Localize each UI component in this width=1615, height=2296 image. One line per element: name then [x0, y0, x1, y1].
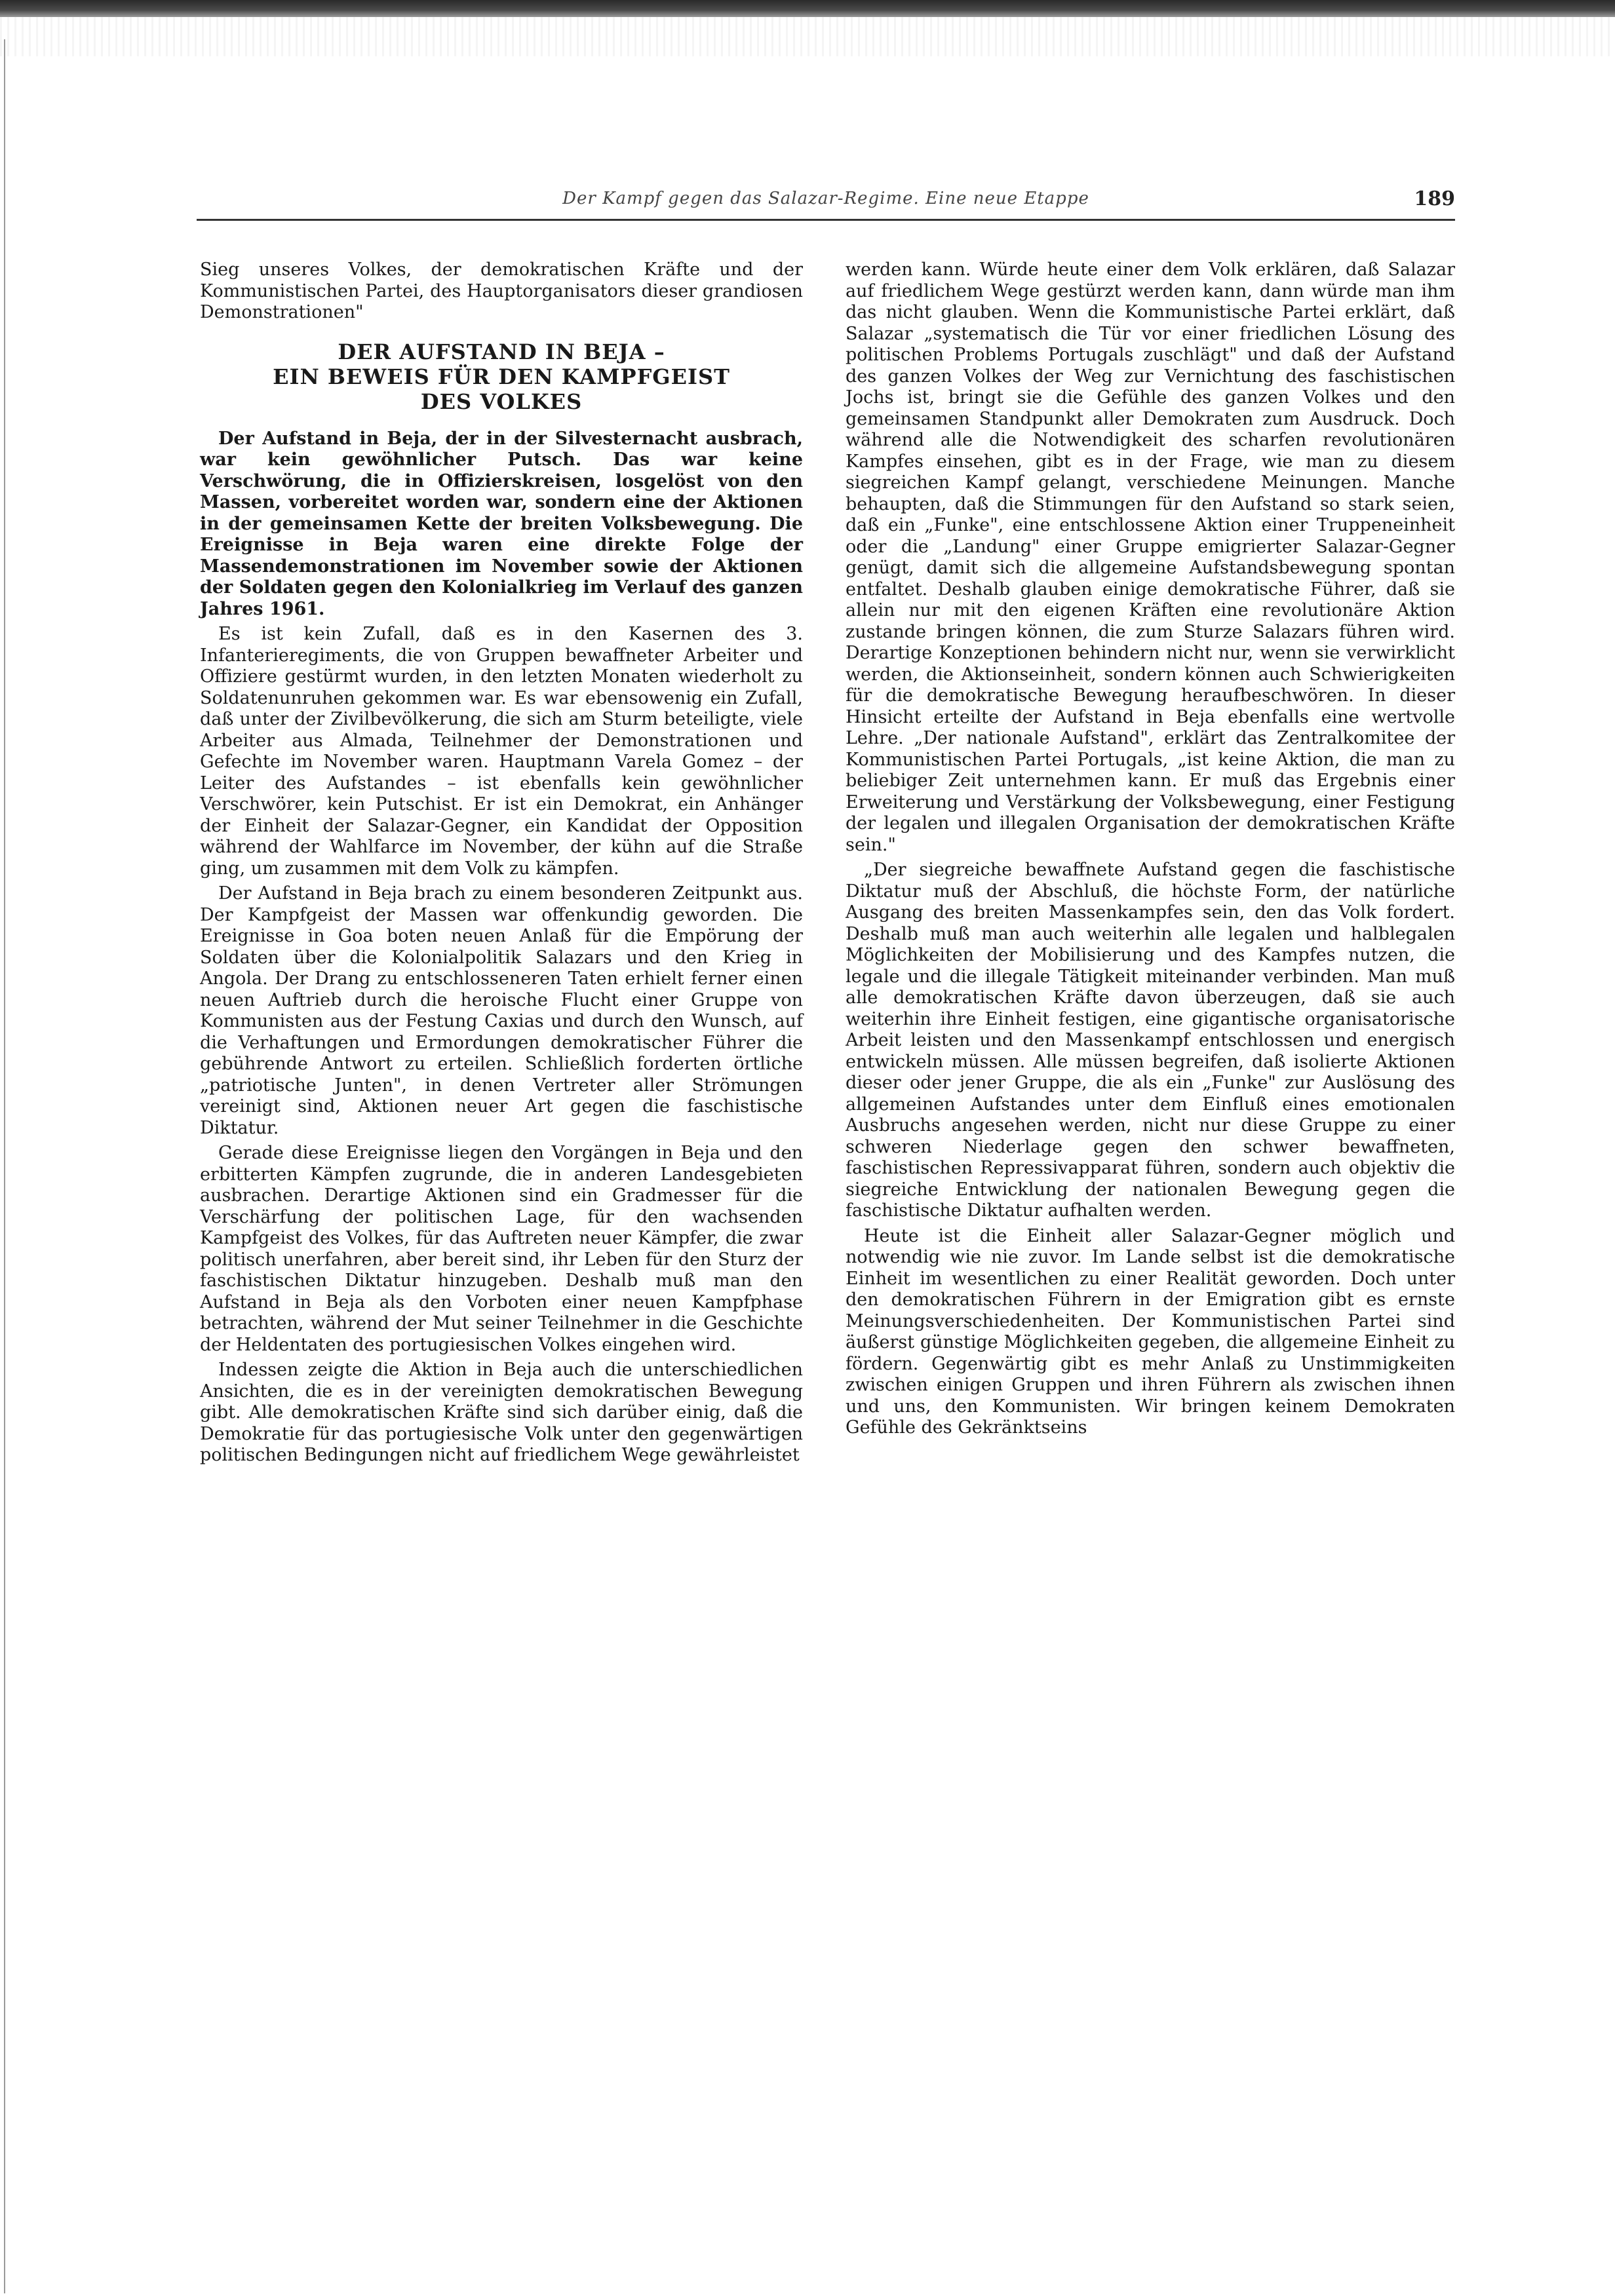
paragraph: werden kann. Würde heute einer dem Volk erklären, daß Salazar auf friedlichem Wege gestürzt werden kann, dann würde man ihm das nicht glauben. Wenn die Kommunistische Partei erklärt, daß Salazar „systematisch die Tür vor einer friedlichen Lösung des politischen Problems Portugals zuschlägt" und daß der Aufstand des ganzen Volkes der Weg zur Vernichtung des faschistischen Jochs ist, bringt sie die Gefühle des ganzen Volkes und den gemeinsamen Standpunkt aller Demokraten zum Ausdruck. Doch während alle die Notwendigkeit des scharfen revolutionären Kampfes einsehen, gibt es in der Frage, wie man zu diesem siegreichen Kampf gelangt, verschiedene Meinungen. Manche behaupten, daß die Stimmungen für den Aufstand so stark seien, daß ein „Funke", eine entschlossene Aktion einer Truppeneinheit oder die „Landung" einer Gruppe emigrierter Salazar-Gegner genügt, damit sich die allgemeine Aufstandsbewegung spontan entfaltet. Deshalb glauben einige demokratische Führer, daß sie allein nur mit den eigenen Kräften eine revolutionäre Aktion zustande bringen können, die zum Sturze Salazars führen wird. Derartige Konzeptionen behindern nicht nur, wenn sie verwirklicht werden, die Aktionseinheit, sondern können auch Schwierigkeiten für die demokratische Bewegung heraufbeschwören. In dieser Hinsicht erteilte der Aufstand in Beja ebenfalls eine wertvolle Lehre. „Der nationale Aufstand", erklärt das Zentralkomitee der Kommunistischen Partei Portugals, „ist keine Aktion, die man zu beliebiger Zeit unternehmen kann. Er muß das Ergebnis einer Erweiterung und Verstärkung der Volksbewegung, einer Festigung der legalen und illegalen Organisation der demokratischen Kräfte sein."	[846, 259, 1455, 855]
scan-left-edge	[4, 39, 5, 2293]
heading-line: DES VOLKES	[420, 389, 583, 414]
heading-line: DER AUFSTAND IN BEJA –	[338, 339, 665, 364]
scan-noise	[0, 17, 1615, 56]
running-header	[197, 189, 1455, 218]
paragraph: Der Aufstand in Beja, der in der Silvesternacht ausbrach, war kein gewöhnlicher Putsch. Das war keine Verschwörung, die in Offizierskreisen, losgelöst von den Massen, vorbereitet worden war, sondern eine der Aktionen in der gemeinsamen Kette der breiten Volksbewegung. Die Ereignisse in Beja waren eine direkte Folge der Massendemonstrationen im November sowie der Aktionen der Soldaten gegen den Kolonialkrieg im Verlauf des ganzen Jahres 1961.	[200, 428, 803, 619]
left-column	[200, 259, 803, 1470]
running-title: Der Kampf gegen das Salazar-Regime. Eine neue Etappe	[562, 189, 1089, 208]
paragraph: Es ist kein Zufall, daß es in den Kasernen des 3. Infanterieregiments, die von Gruppen bewaffneter Arbeiter und Offiziere gestürmt wurden, in den letzten Monaten wiederholt zu Soldatenunruhen gekommen war. Es war ebensowenig ein Zufall, daß unter der Zivilbevölkerung, die sich am Sturm beteiligte, viele Arbeiter aus Almada, Teilnehmer der Demonstrationen und Gefechte im November waren. Hauptmann Varela Gomez – der Leiter des Aufstandes – ist ebenfalls kein gewöhnlicher Verschwörer, kein Putschist. Er ist ein Demokrat, ein Anhänger der Einheit der Salazar-Gegner, ein Kandidat der Opposition während der Wahlfarce im November, der kühn auf die Straße ging, um zusammen mit dem Volk zu kämpfen.	[200, 624, 803, 879]
right-column	[846, 259, 1455, 1443]
paragraph: Gerade diese Ereignisse liegen den Vorgängen in Beja und den erbitterten Kämpfen zugrunde, die in anderen Landesgebieten ausbrachen. Derartige Aktionen sind ein Gradmesser für die Verschärfung der politischen Lage, für den wachsenden Kampfgeist des Volkes, für das Auftreten neuer Kämpfer, die zwar politisch unerfahren, aber bereit sind, ihr Leben für den Sturz der faschistischen Diktatur hinzugeben. Deshalb muß man den Aufstand in Beja als den Vorboten einer neuen Kampfphase betrachten, während der Mut seiner Teilnehmer in die Geschichte der Heldentaten des portugiesischen Volkes eingehen wird.	[200, 1143, 803, 1355]
scan-top-border	[0, 0, 1615, 17]
header-rule	[197, 219, 1455, 221]
paragraph: Der Aufstand in Beja brach zu einem besonderen Zeitpunkt aus. Der Kampfgeist der Massen war offenkundig geworden. Die Ereignisse in Goa boten neuen Anlaß für die Empörung der Soldaten über die Kolonialpolitik Salazars und den Krieg in Angola. Der Drang zu entschlosseneren Taten erhielt ferner einen neuen Auftrieb durch die heroische Flucht einer Gruppe von Kommunisten aus der Festung Caxias und durch den Wunsch, auf die Verhaftungen und Ermordungen demokratischer Führer die gebührende Antwort zu erteilen. Schließlich forderten örtliche „patriotische Junten", in denen Vertreter aller Strömungen vereinigt sind, Aktionen neuer Art gegen die faschistische Diktatur.	[200, 883, 803, 1138]
paragraph: Indessen zeigte die Aktion in Beja auch die unterschiedlichen Ansichten, die es in der vereinigten demokratischen Bewegung gibt. Alle demokratischen Kräfte sind sich darüber einig, daß die Demokratie für das portugiesische Volk unter den gegenwärtigen politischen Bedingungen nicht auf friedlichem Wege gewährleistet	[200, 1360, 803, 1465]
paragraph: Heute ist die Einheit aller Salazar-Gegner möglich und notwendig wie nie zuvor. Im Lande selbst ist die demokratische Einheit im wesentlichen zu einer Realität geworden. Doch unter den demokratischen Führern in der Emigration gibt es ernste Meinungsverschiedenheiten. Der Kommunistischen Partei sind äußerst günstige Möglichkeiten gegeben, die allgemeine Einheit zu fördern. Gegenwärtig gibt es mehr Anlaß zu Unstimmigkeiten zwischen einigen Gruppen und ihren Führern als zwischen ihnen und uns, den Kommunisten. Wir bringen keinem Demokraten Gefühle des Gekränktseins	[846, 1225, 1455, 1438]
section-heading	[200, 339, 803, 414]
heading-line: EIN BEWEIS FÜR DEN KAMPFGEIST	[273, 364, 730, 389]
page-number: 189	[1414, 187, 1455, 210]
intro-paragraph: Sieg unseres Volkes, der demokratischen Kräfte und der Kommunistischen Partei, des Hauptorganisators dieser grandiosen Demonstrationen"	[200, 259, 803, 322]
paragraph: „Der siegreiche bewaffnete Aufstand gegen die faschistische Diktatur muß der Abschluß, die höchste Form, der natürliche Ausgang des breiten Massenkampfes sein, den das Volk fordert. Deshalb muß man auch weiterhin alle legalen und halblegalen Möglichkeiten der Mobilisierung und des Kampfes nutzen, die legale und die illegale Tätigkeit miteinander verbinden. Man muß alle demokratischen Kräfte davon überzeugen, daß sie auch weiterhin ihre Einheit festigen, eine gigantische organisatorische Arbeit leisten und den Massenkampf entschlossen und energisch entwickeln müssen. Alle müssen begreifen, daß isolierte Aktionen dieser oder jener Gruppe, die als ein „Funke" zur Auslösung des allgemeinen Aufstandes unter dem Einfluß eines emotionalen Ausbruchs angesehen werden, nicht nur diese Gruppe zu einer schweren Niederlage gegen den schwer bewaffneten, faschistischen Repressivapparat führen, sondern auch objektiv die siegreiche Entwicklung der nationalen Bewegung gegen die faschistische Diktatur aufhalten werden.	[846, 860, 1455, 1221]
